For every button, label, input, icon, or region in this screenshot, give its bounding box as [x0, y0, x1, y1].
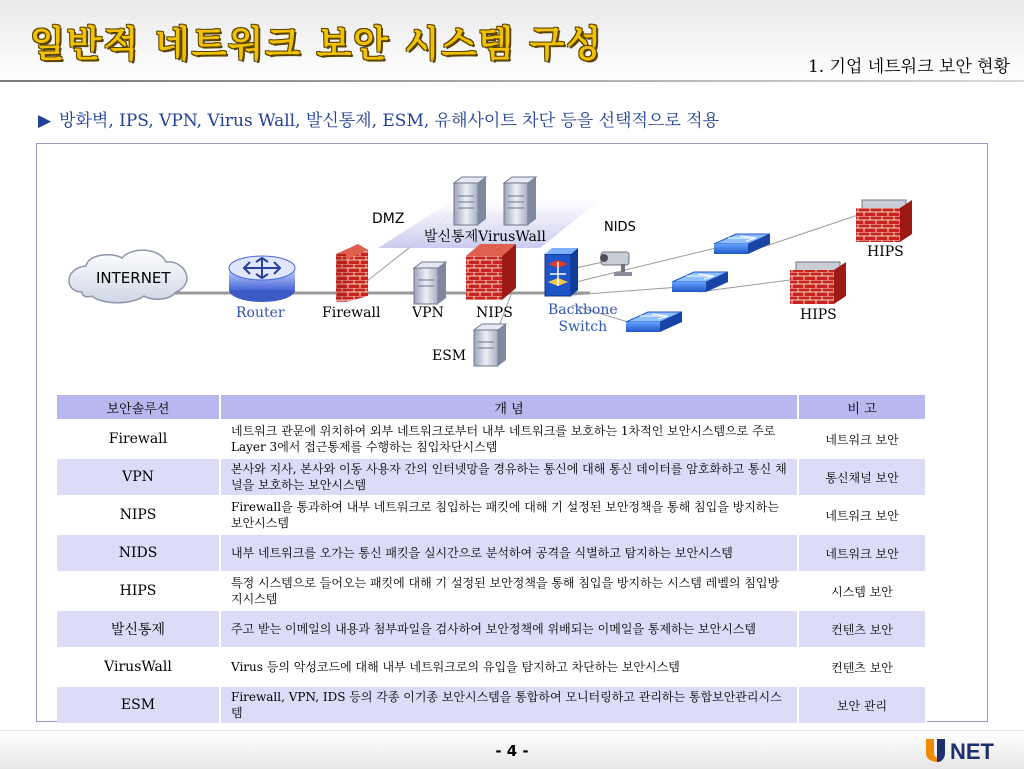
row-solution-name: 발신통제 [57, 611, 221, 647]
section-title: 1. 기업 네트워크 보안 현황 [807, 57, 1010, 77]
nips-label: NIPS [476, 305, 513, 321]
vpn-label: VPN [412, 305, 444, 321]
server-icon [504, 177, 536, 225]
page-number: - 4 - [495, 742, 529, 760]
nips-firewall-icon [466, 244, 516, 300]
table-row [57, 611, 927, 647]
unet-logo [924, 737, 1016, 767]
row-description: 주고 받는 이메일의 내용과 첨부파일을 검사하여 보안정책에 위배되는 이메일을 통제하는 보안시스템 [221, 611, 799, 647]
slide-title: 일반적 네트워크 보안 시스템 구성 [30, 24, 603, 65]
row-remark: 컨텐츠 보안 [799, 611, 927, 647]
header-concept: 개 념 [221, 395, 799, 419]
header-remarks: 비 고 [799, 395, 927, 419]
internet-label: INTERNET [96, 269, 171, 287]
hips-server-icon [790, 262, 846, 304]
row-solution-name: NIPS [57, 497, 221, 533]
dmz-servers-label: 발신통제VirusWall [424, 229, 546, 245]
row-solution-name: Firewall [57, 421, 221, 457]
switch-icon [714, 234, 770, 254]
router-icon [229, 256, 295, 302]
row-description: 내부 네트워크를 오가는 통신 패킷을 실시간으로 분석하여 공격을 식별하고 탐지하는 보안시스템 [221, 535, 799, 571]
row-remark: 보안 관리 [799, 687, 927, 723]
backbone-switch-icon [545, 248, 578, 296]
vpn-server-icon [414, 262, 446, 304]
dmz-label: DMZ [372, 211, 405, 227]
triangle-bullet-icon: ▶ [38, 111, 52, 131]
row-description: 네트워크 관문에 위치하여 외부 네트워크로부터 내부 네트워크를 보호하는 1차적인 보안시스템으로 주로 Layer 3에서 접근통제를 수행하는 침입차단시스템 [221, 421, 799, 457]
backbone-label-line1: Backbone [548, 302, 618, 318]
table-row [57, 687, 927, 723]
row-remark: 네트워크 보안 [799, 421, 927, 457]
row-solution-name: ESM [57, 687, 221, 723]
bullet-text: 방화벽, IPS, VPN, Virus Wall, 발신통제, ESM, 유해사이트 차단 등을 선택적으로 적용 [59, 111, 720, 131]
table-header-row [57, 395, 927, 419]
row-remark: 통신채널 보안 [799, 459, 927, 495]
firewall-icon [336, 244, 368, 302]
hips-top-label: HIPS [867, 244, 904, 260]
row-solution-name: NIDS [57, 535, 221, 571]
switch-link-2 [572, 287, 680, 295]
header-solution: 보안솔루션 [57, 395, 221, 419]
row-solution-name: HIPS [57, 573, 221, 609]
row-remark: 네트워크 보안 [799, 535, 927, 571]
table-row [57, 573, 927, 609]
row-remark: 네트워크 보안 [799, 497, 927, 533]
firewall-label: Firewall [322, 305, 381, 321]
esm-label: ESM [432, 348, 467, 364]
table-row [57, 497, 927, 533]
row-solution-name: VPN [57, 459, 221, 495]
backbone-switch-label [548, 302, 618, 336]
router-label: Router [236, 305, 285, 321]
table-row [57, 535, 927, 571]
row-remark: 시스템 보안 [799, 573, 927, 609]
hips-bottom-label: HIPS [800, 307, 837, 323]
server-icon [454, 177, 486, 225]
security-solutions-table [57, 393, 927, 725]
backbone-label-line2: Switch [558, 319, 608, 335]
logo-text: NET [950, 739, 994, 763]
table-row [57, 649, 927, 685]
esm-server-icon [474, 324, 506, 366]
table-row [57, 459, 927, 495]
row-solution-name: VirusWall [57, 649, 221, 685]
hips-server-icon [856, 200, 912, 242]
nids-label: NIDS [604, 220, 636, 235]
nids-camera-icon [600, 252, 632, 276]
row-remark: 컨텐츠 보안 [799, 649, 927, 685]
row-description: 본사와 지사, 본사와 이동 사용자 간의 인터넷망을 경유하는 통신에 대해 통신 데이터를 암호화하고 통신 채널을 보호하는 보안시스템 [221, 459, 799, 495]
row-description: Virus 등의 악성코드에 대해 내부 네트워크로의 유입을 탐지하고 차단하는 보안시스템 [221, 649, 799, 685]
unet-logo-icon [924, 737, 1016, 763]
row-description: 특정 시스템으로 들어오는 패킷에 대해 기 설정된 보안정책을 통해 침입을 방지하는 시스템 레벨의 침입방지시스템 [221, 573, 799, 609]
table-row [57, 421, 927, 457]
switch-icon [626, 312, 682, 332]
row-description: Firewall을 통과하여 내부 네트워크로 침입하는 패킷에 대해 기 설정된 보안정책을 통해 침입을 방지하는 보안시스템 [221, 497, 799, 533]
row-description: Firewall, VPN, IDS 등의 각종 이기종 보안시스템을 통합하여 모니터링하고 관리하는 통합보안관리시스템 [221, 687, 799, 723]
